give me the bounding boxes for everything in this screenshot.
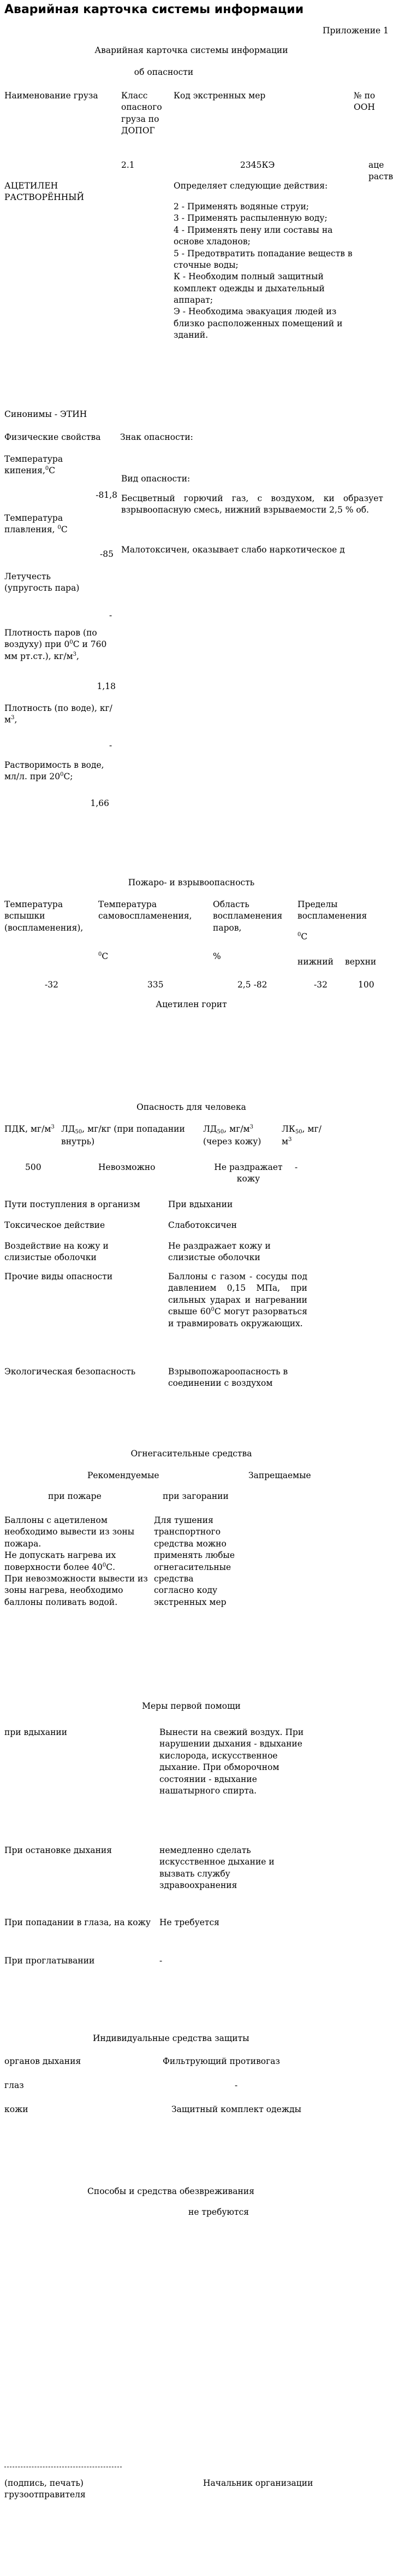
subtitle-line2: об опасности — [134, 67, 194, 77]
boiling-label: Температура кипения,$^0$C — [4, 454, 63, 476]
human-row-key: Пути поступления в организм — [4, 1199, 140, 1209]
signature-right-label: Начальник организации — [203, 2478, 313, 2488]
fire-col-autoignition: Температура самовоспламенения, — [98, 899, 192, 921]
human-row-value: При вдыхании — [168, 1199, 233, 1209]
first-aid-heading: Меры первой помощи — [142, 1701, 241, 1711]
danger-type-text: Бесцветный горючий газ, с воздухом, ки образует взрывоопасную смесь, нижний взрываемости 2,5 % об. — [121, 493, 383, 515]
fire-limits-unit: $^0$C — [297, 932, 308, 942]
ppe-eyes-value: - — [235, 2080, 238, 2090]
extinguishing-at-ignition: при загорании — [163, 1491, 229, 1501]
cargo-class-value: 2.1 — [121, 160, 135, 170]
human-row-value: Не раздражает кожу и слизистые оболочки — [168, 1241, 271, 1263]
first-aid-key: При остановке дыхания — [4, 1845, 112, 1855]
fire-col-limits: Пределы воспламенения — [297, 899, 367, 921]
first-aid-value: немедленно сделать искусственное дыхание и вызвать службу здравоохранения — [159, 1845, 275, 1891]
cargo-un-fragment: аце раств — [368, 160, 393, 182]
vapor-density-label: Плотность паров (по воздуху) при $0^0C$ и 760 мм рт.ст.), $кг/м^3$, — [4, 628, 107, 661]
solubility-label: Растворимость в воде, мл/л. при $20^0C$; — [4, 760, 104, 782]
action-item: 2 - Применять водяные струи; — [174, 202, 309, 211]
signature-left-label: (подпись, печать) грузоотправителя — [4, 2478, 86, 2500]
first-aid-value: Вынести на свежий воздух. При нарушении дыхания - вдыхание кислорода, искусственное дыхание. При обморочном состоянии - вдыхание нашатырного спирта. — [159, 1727, 304, 1796]
header-emergency-code: Код экстренных мер — [174, 91, 266, 101]
lk50-value: - — [295, 1162, 298, 1172]
human-heading: Опасность для человека — [136, 1102, 246, 1112]
fire-range-value: 2,5 -82 — [237, 980, 267, 990]
human-row-key: Воздействие на кожу и слизистые оболочки — [4, 1241, 109, 1263]
action-item: К - Необходим полный защитный комплект одежды и дыхательный аппарат; — [174, 272, 325, 305]
human-other-hazards: Баллоны с газом - сосуды под давлением 0,15 МПа, при сильных ударах и нагревании свыше $60^0C$ могут разорваться и травмировать окружающих. — [168, 1272, 307, 1328]
action-item: Э - Необходима эвакуация людей из близко расположенных помещений и зданий. — [174, 307, 343, 340]
boiling-value: -81,8 — [96, 490, 117, 500]
first-aid-value: - — [159, 1956, 163, 1966]
action-item: 4 - Применять пену или составы на основе хладонов; — [174, 225, 333, 247]
fire-lower-value: -32 — [314, 980, 327, 990]
fire-range-unit: % — [213, 951, 221, 961]
pdk-label: ПДК, $мг/м^3$ — [4, 1124, 55, 1134]
neutralization-heading: Способы и средства обезвреживания — [87, 2186, 254, 2196]
action-item: 3 - Применять распыленную воду; — [174, 213, 327, 224]
human-row-value: Слаботоксичен — [168, 1220, 237, 1230]
fire-col-flash: Температура вспышки (воспламенения), — [4, 899, 84, 933]
extinguishing-left-text2: При невозможности вывести из зоны нагрева, необходимо баллоны поливать водой. — [4, 1573, 148, 1607]
header-cargo-class: Класс опасного груза по ДОПОГ — [121, 91, 162, 136]
ld50-oral-value: Невозможно — [98, 1162, 156, 1172]
first-aid-key: при вдыхании — [4, 1727, 68, 1737]
ppe-breathing-value: Фильтрующий противогаз — [163, 2056, 280, 2066]
appendix-label: Приложение 1 — [322, 26, 389, 36]
neutralization-value: не требуются — [188, 2207, 249, 2217]
melting-label: Температура плавления, $^0$C — [4, 513, 68, 535]
ld50-skin-value: Не раздражает кожу — [214, 1162, 283, 1184]
first-aid-value: Не требуется — [159, 1918, 219, 1927]
ld50-oral-label: $ЛД_{50}$, мг/кг (при попадании внутрь) — [61, 1124, 185, 1146]
human-row-value: Взрывопожароопасность в соединении с воздухом — [168, 1367, 288, 1389]
fire-limit-lower-label: нижний — [297, 957, 334, 967]
lk50-label: $ЛК_{50}$, $мг/м^3$ — [282, 1124, 321, 1146]
extinguishing-left-text: Баллоны с ацетиленом необходимо вывести из зоны пожара. Не допускать нагрева их поверхности более $40^0С$. При невозможности вывести из зоны нагрева, необходимо баллоны поливать водой. — [4, 1515, 152, 1608]
human-row-key: Экологическая безопасность — [4, 1367, 136, 1377]
volatility-value: - — [109, 610, 112, 620]
extinguishing-at-fire: при пожаре — [48, 1491, 102, 1501]
danger-type-heading: Вид опасности: — [121, 474, 190, 484]
actions-heading: Определяет следующие действия: — [174, 181, 328, 191]
extinguishing-heading: Огнегасительные средства — [130, 1449, 252, 1458]
fire-note: Ацетилен горит — [156, 999, 227, 1009]
fire-upper-value: 100 — [358, 980, 374, 990]
water-density-label: Плотность (по воде), $кг/м^3$, — [4, 703, 112, 725]
first-aid-key: При проглатывании — [4, 1956, 95, 1966]
melting-value: -85 — [100, 549, 114, 559]
synonyms: Синонимы - ЭТИН — [4, 409, 87, 419]
ppe-eyes-label: глаз — [4, 2080, 24, 2090]
ppe-breathing-label: органов дыхания — [4, 2056, 81, 2066]
fire-autoignition-unit: $^0$C — [98, 951, 109, 961]
fire-heading: Пожаро- и взрывоопасность — [128, 878, 255, 887]
first-aid-key: При попадании в глаза, на кожу — [4, 1918, 151, 1927]
physical-heading: Физические свойства — [4, 432, 101, 442]
subtitle-line1: Аварийная карточка системы информации — [94, 45, 288, 55]
human-row-key: Токсическое действие — [4, 1220, 105, 1230]
document-title: Аварийная карточка системы информации — [4, 3, 304, 16]
ppe-skin-value: Защитный комплект одежды — [171, 2104, 301, 2114]
ld50-skin-label: $ЛД_{50}$, $мг/м^3$ (через кожу) — [203, 1124, 261, 1146]
cargo-emergency-code-value: 2345КЭ — [240, 160, 275, 170]
fire-limit-upper-label: верхни — [345, 957, 377, 967]
actions-list — [174, 201, 354, 342]
fire-flash-value: -32 — [45, 980, 58, 990]
extinguishing-prohibited: Запрещаемые — [248, 1471, 311, 1480]
action-item: 5 - Предотвратить попадание веществ в сточные воды; — [174, 248, 353, 270]
fire-autoignition-value: 335 — [147, 980, 164, 990]
extinguishing-recommended: Рекомендуемые — [87, 1471, 159, 1480]
header-cargo-name: Наименование груза — [4, 91, 98, 101]
water-density-value: - — [109, 740, 112, 750]
pdk-value: 500 — [25, 1162, 41, 1172]
human-row-key: Прочие виды опасности — [4, 1272, 113, 1281]
header-un-number: № по ООН — [354, 91, 376, 113]
vapor-density-value: 1,18 — [97, 681, 116, 691]
danger-sign-heading: Знак опасности: — [120, 432, 193, 442]
danger-toxicity-text: Малотоксичен, оказывает слабо наркотическое д — [121, 545, 345, 555]
cargo-name-value: АЦЕТИЛЕН РАСТВОРЁННЫЙ — [4, 181, 85, 203]
ppe-heading: Индивидуальные средства защиты — [93, 2033, 249, 2043]
ppe-skin-label: кожи — [4, 2104, 28, 2114]
fire-col-range: Область воспламенения паров, — [213, 899, 283, 933]
volatility-label: Летучесть (упругость пара) — [4, 572, 80, 593]
extinguishing-right-text: Для тушения транспортного средства можно применять любые огнегасительные средства согласно коду экстренных мер — [154, 1515, 235, 1607]
solubility-value: 1,66 — [90, 798, 109, 808]
